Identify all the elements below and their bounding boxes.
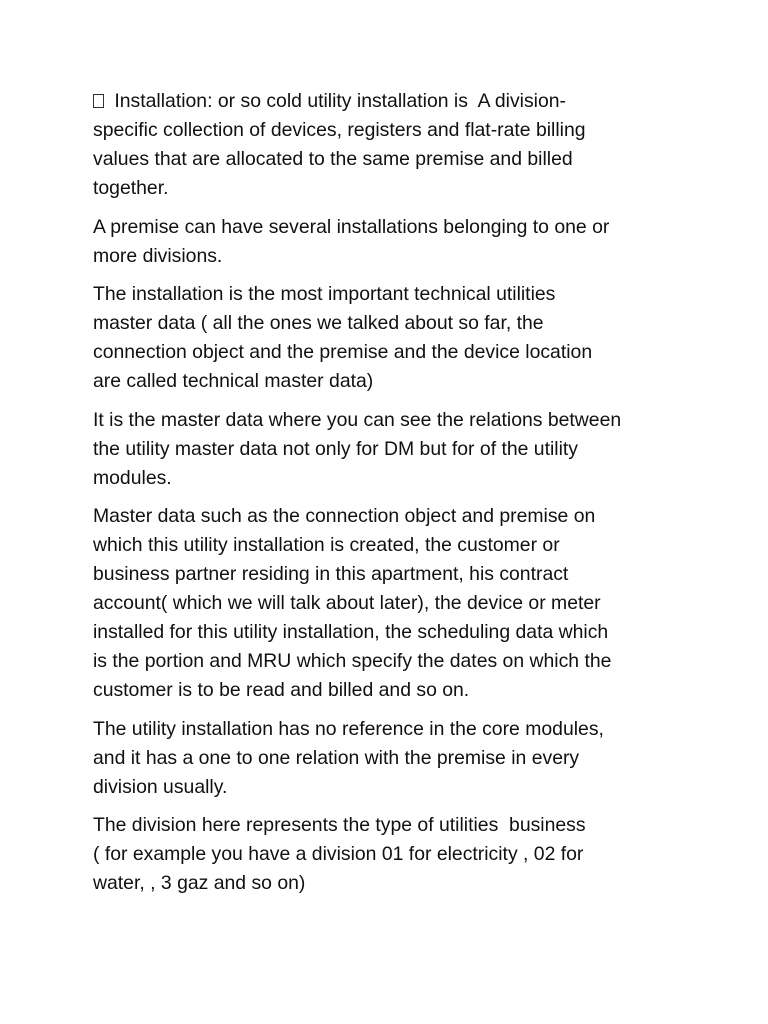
- text-line: business partner residing in this apartment, his contract: [93, 563, 569, 585]
- text-line: the utility master data not only for DM but for of the utility: [93, 437, 578, 460]
- paragraph-installation-definition: [93, 87, 683, 203]
- text-line: Installation: or so cold utility installation is A division-: [109, 90, 566, 112]
- missing-glyph-icon: [93, 94, 104, 108]
- text-line: The utility installation has no reference in the core modules,: [93, 717, 604, 740]
- text-line: customer is to be read and billed and so on.: [93, 679, 470, 701]
- text-line: is the portion and MRU which specify the dates on which the: [93, 650, 612, 672]
- text-line: values that are allocated to the same premise and billed: [93, 148, 573, 170]
- text-line: installed for this utility installation, the scheduling data which: [93, 621, 609, 643]
- text-line: A premise can have several installations belonging to one or: [93, 215, 610, 238]
- text-line: are called technical master data): [93, 370, 374, 392]
- paragraph-master-data-details: [93, 502, 683, 705]
- text-line: specific collection of devices, registers and flat-rate billing: [93, 119, 586, 141]
- text-line: water, , 3 gaz and so on): [93, 872, 306, 894]
- text-line: Master data such as the connection object and premise on: [93, 505, 596, 527]
- text-line: which this utility installation is created, the customer or: [93, 534, 560, 556]
- document-page: [93, 87, 683, 908]
- paragraph-relations: [93, 406, 683, 493]
- text-line: ( for example you have a division 01 for electricity , 02 for: [93, 843, 584, 865]
- text-line: master data ( all the ones we talked about so far, the: [93, 312, 544, 334]
- paragraph-division-types: [93, 811, 683, 898]
- text-line: account( which we will talk about later), the device or meter: [93, 592, 601, 614]
- text-line: and it has a one to one relation with the premise in every: [93, 746, 580, 769]
- text-line: modules.: [93, 466, 172, 489]
- paragraph-technical-master-data: [93, 280, 683, 396]
- text-line: more divisions.: [93, 244, 223, 267]
- text-line: It is the master data where you can see the relations between: [93, 408, 622, 431]
- text-line: The division here represents the type of utilities business: [93, 814, 586, 836]
- paragraph-core-modules: [93, 715, 683, 802]
- paragraph-premise-installations: [93, 213, 683, 271]
- text-line: The installation is the most important technical utilities: [93, 283, 556, 305]
- text-line: connection object and the premise and the device location: [93, 341, 593, 363]
- text-line: division usually.: [93, 775, 228, 798]
- text-line: together.: [93, 177, 169, 199]
